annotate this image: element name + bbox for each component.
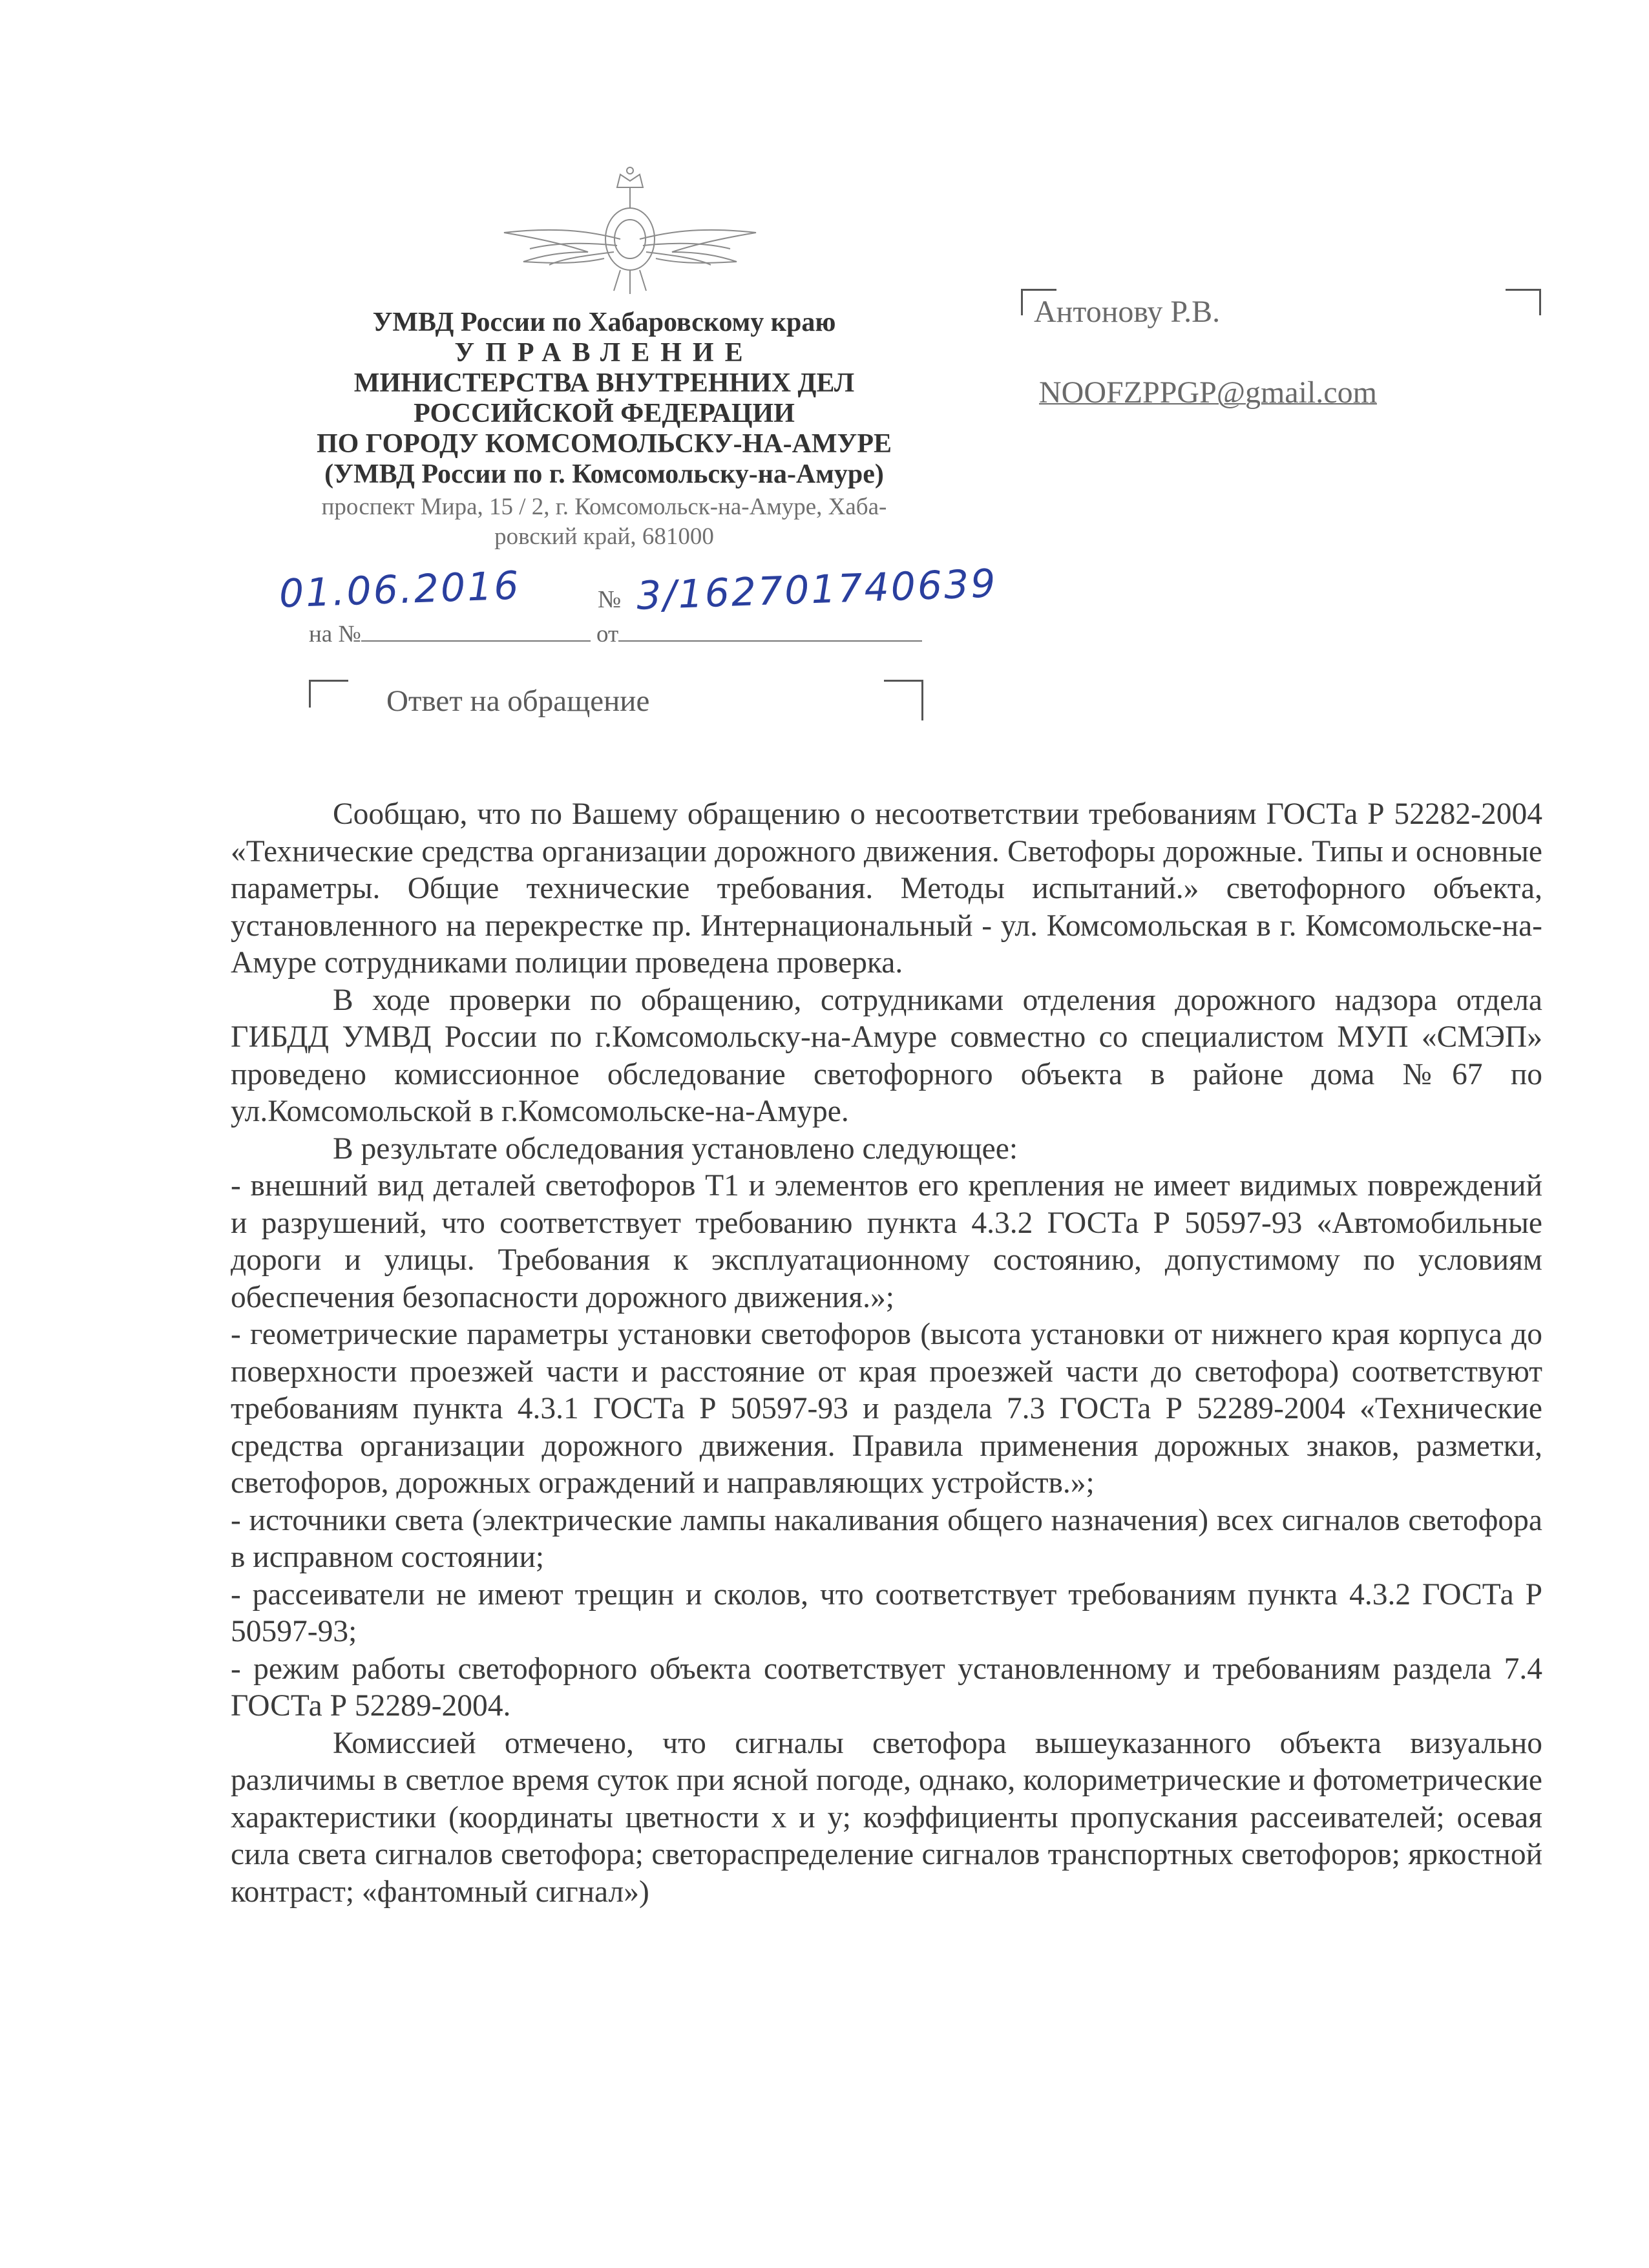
letterhead-abbrev: (УМВД России по г. Комсомольску-на-Амуре) bbox=[324, 459, 884, 489]
registration-number: 3/162701740639 bbox=[635, 561, 998, 619]
letterhead-federation: РОССИЙСКОЙ ФЕДЕРАЦИИ bbox=[414, 399, 795, 428]
letterhead-address-line1: проспект Мира, 15 / 2, г. Комсомольск-на-Амуре, Хаба- bbox=[321, 494, 887, 520]
body-paragraph-3: В результате обследования установлено следующее: bbox=[333, 1131, 1018, 1166]
letterhead-city: ПО ГОРОДУ КОМСОМОЛЬСКУ-НА-АМУРЕ bbox=[316, 429, 892, 459]
finding-item-3: - источники света (электрические лампы накаливания общего назначения) всех сигналов светофора в исправном состоянии; bbox=[231, 1503, 1542, 1574]
letterhead bbox=[252, 308, 956, 552]
reference-number-blank bbox=[361, 621, 591, 642]
subject-corner-right bbox=[884, 680, 923, 720]
reference-from: от bbox=[596, 621, 619, 647]
finding-item-2: - геометрические параметры установки светофоров (высота установки от нижнего края корпуса до поверхности проезжей части и расстояние от края проезжей части до светофора) соответствуют требованиям пункта 4.3.1 ГОСТа Р 50597-93 и раздела 7.3 ГОСТа Р 52289-2004 «Технические средства организации дорожного движения. Правила применения дорожных знаков, разметки, светофоров, дорожных ограждений и направляющих устройств.»; bbox=[231, 1318, 1542, 1500]
finding-item-1: - внешний вид деталей светофоров Т1 и элементов его крепления не имеет видимых повреждений и разрушений, что соответствует требованию пункта 4.3.2 ГОСТа Р 50597-93 «Автомобильные дороги и улицы. Требования к эксплуатационному состоянию, допустимому по условиям обеспечения безопасности дорожного движения.»; bbox=[231, 1169, 1542, 1314]
reference-line bbox=[309, 620, 922, 648]
finding-item-5: - режим работы светофорного объекта соответствует установленному и требованиям раздела 7.4 ГОСТа Р 52289-2004. bbox=[231, 1652, 1542, 1723]
body-paragraph-4: Комиссией отмечено, что сигналы светофора вышеуказанного объекта визуально различимы в светлое время суток при ясной погоде, однако, колориметрические и фотометрические характеристики (координаты цветности х и у; коэффициенты пропускания рассеивателей; осевая сила света сигналов светофора; светораспределение сигналов транспортных светофоров; яркостной контраст; «фантомный сигнал») bbox=[231, 1726, 1542, 1909]
body-paragraph-2: В ходе проверки по обращению, сотрудниками отделения дорожного надзора отдела ГИБДД УМВД России по г.Комсомольску-на-Амуре совместно со специалистом МУП «СМЭП» проведено комиссионное обследование светофорного объекта в районе дома №67 по ул.Комсомольской в г.Комсомольске-на-Амуре. bbox=[231, 983, 1542, 1128]
letterhead-ministry: МИНИСТЕРСТВА ВНУТРЕННИХ ДЕЛ bbox=[353, 368, 855, 398]
addressee-corner-right bbox=[1506, 289, 1541, 315]
body-paragraph-1: Сообщаю, что по Вашему обращению о несоответствии требованиям ГОСТа Р 52282-2004 «Технические средства организации дорожного движения. Светофоры дорожные. Типы и основные параметры. Общие технические требования. Методы испытаний.» светофорного объекта, установленного на перекрестке пр. Интернациональный - ул. Комсомольская в г. Комсомольске-на-Амуре сотрудниками полиции проведена проверка. bbox=[231, 797, 1542, 980]
addressee-email: NOOFZPPGP@gmail.com bbox=[1039, 375, 1377, 410]
letterhead-org-regional: УМВД России по Хабаровскому краю bbox=[372, 308, 836, 337]
mvd-emblem-icon bbox=[491, 162, 769, 297]
finding-item-4: - рассеиватели не имеют трещин и сколов, что соответствует требованиям пункта 4.3.2 ГОСТа Р 50597-93; bbox=[231, 1577, 1542, 1648]
subject-corner-left bbox=[309, 680, 348, 708]
subject-line: Ответ на обращение bbox=[386, 684, 650, 718]
reference-date-blank bbox=[618, 621, 922, 642]
registration-number-sign: № bbox=[598, 586, 622, 613]
registration-date: 01.06.2016 bbox=[278, 563, 521, 617]
letter-body bbox=[231, 796, 1542, 1911]
letterhead-upravlenie: УПРАВЛЕНИЕ bbox=[454, 338, 754, 368]
reference-prefix: на № bbox=[309, 621, 361, 647]
letterhead-address-line2: ровский край, 681000 bbox=[494, 523, 714, 550]
addressee-name: Антонову Р.В. bbox=[1034, 295, 1221, 329]
